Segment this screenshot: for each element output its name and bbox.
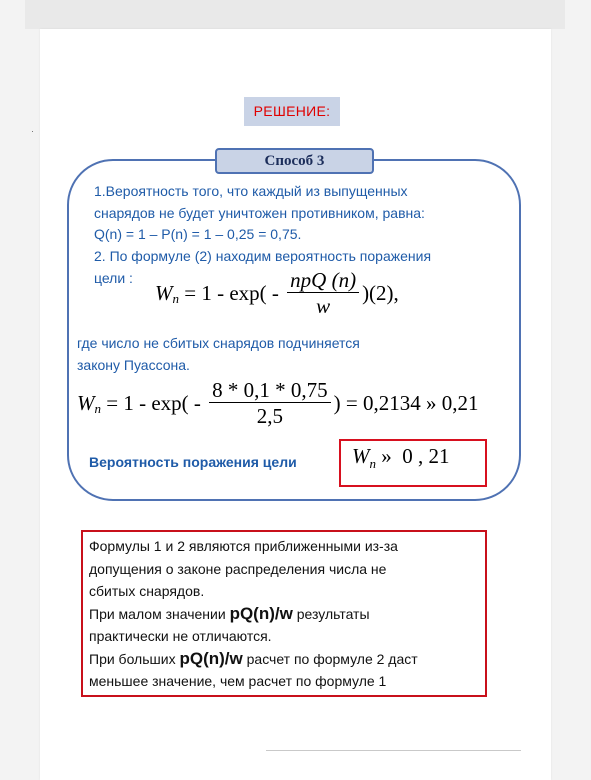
where-line1: где число не сбитых снарядов подчиняется bbox=[77, 335, 360, 351]
formula1-denominator: w bbox=[287, 292, 359, 319]
step2-line2: цели : bbox=[94, 269, 133, 286]
step1-line1: 1.Вероятность того, что каждый из выпущенных bbox=[94, 183, 408, 199]
step1-line3: Q(n) = 1 – P(n) = 1 – 0,25 = 0,75. bbox=[94, 226, 302, 242]
answer-formula bbox=[352, 441, 450, 479]
formula2-lhs-sub: n bbox=[94, 401, 101, 417]
footer-rule bbox=[266, 750, 521, 751]
note-line4-post: результаты bbox=[292, 605, 370, 622]
formula1-fraction bbox=[287, 268, 359, 319]
result-label: Вероятность поражения цели bbox=[89, 454, 297, 470]
formula2-prefix: = 1 - exp( - bbox=[106, 391, 201, 415]
note-line1: Формулы 1 и 2 являются приближенными из-за bbox=[89, 538, 398, 554]
formula1-numerator: npQ (n) bbox=[290, 268, 357, 292]
stray-dot bbox=[32, 131, 33, 132]
where-line2: закону Пуассона. bbox=[77, 356, 190, 373]
answer-lhs-sub: n bbox=[369, 456, 376, 471]
note-line2: допущения о законе распределения числа не bbox=[89, 560, 387, 577]
step1-text bbox=[94, 181, 425, 246]
formula1-lhs: W bbox=[155, 281, 173, 305]
where-text bbox=[77, 333, 360, 376]
note-line6-emphasis: pQ(n)/w bbox=[179, 648, 243, 668]
note-text bbox=[89, 535, 418, 693]
formula1-lhs-sub: n bbox=[172, 291, 179, 307]
note-line4-emphasis: pQ(n)/w bbox=[229, 603, 293, 623]
solution-heading: РЕШЕНИЕ: bbox=[244, 97, 340, 126]
step2-line1: 2. По формуле (2) находим вероятность поражения bbox=[94, 248, 432, 264]
formula2-numerator: 8 * 0,1 * 0,75 bbox=[212, 378, 328, 402]
formula2-suffix: ) = 0,2134 » 0,21 bbox=[333, 391, 479, 415]
formula2-fraction bbox=[209, 378, 331, 429]
formula-1 bbox=[155, 268, 399, 319]
formula1-suffix: )(2), bbox=[362, 281, 399, 305]
answer-rhs: » 0 , 21 bbox=[381, 444, 450, 468]
top-strip bbox=[25, 0, 565, 29]
step1-line2: снарядов не будет уничтожен противником, равна: bbox=[94, 204, 425, 221]
note-line5: практически не отличаются. bbox=[89, 628, 272, 644]
formula1-prefix: = 1 - exp( - bbox=[184, 281, 279, 305]
formula2-denominator: 2,5 bbox=[209, 402, 331, 429]
note-line6-pre: При больших bbox=[89, 650, 180, 667]
note-line6-post: расчет по формуле 2 даст bbox=[242, 650, 418, 667]
note-line7: меньшее значение, чем расчет по формуле 1 bbox=[89, 673, 387, 689]
note-line3: сбитых снарядов. bbox=[89, 583, 205, 599]
answer-lhs: W bbox=[352, 444, 370, 468]
method-label: Способ 3 bbox=[215, 148, 374, 174]
note-line6 bbox=[89, 648, 418, 671]
formula2-lhs: W bbox=[77, 391, 95, 415]
note-line4 bbox=[89, 603, 418, 626]
note-line4-pre: При малом значении bbox=[89, 605, 230, 622]
formula-2 bbox=[77, 378, 479, 429]
